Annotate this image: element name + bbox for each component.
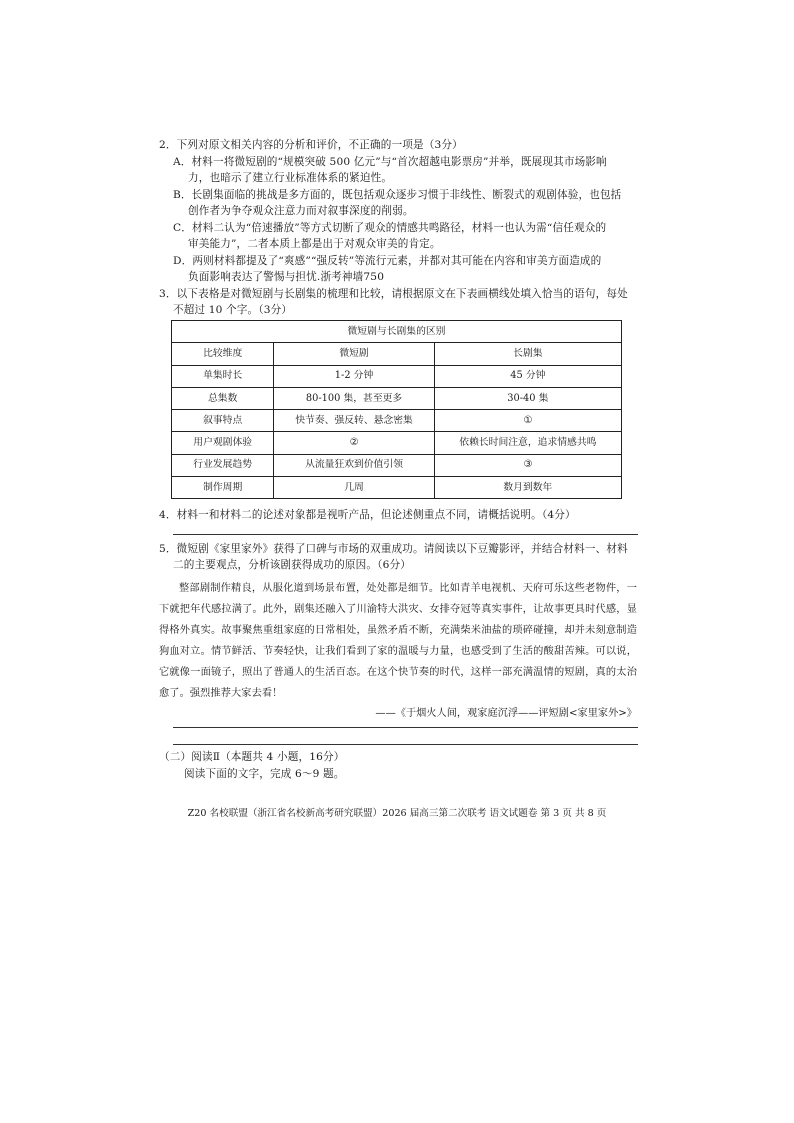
table-row	[172, 454, 622, 476]
table-row	[172, 410, 622, 432]
table-cell: 总集数	[172, 387, 274, 409]
table-title-row	[172, 321, 622, 343]
blank-1-cell[interactable]: ①	[434, 410, 621, 432]
table-cell: 依赖长时间注意，追求情感共鸣	[434, 432, 621, 454]
blank-2-cell[interactable]: ②	[274, 432, 434, 454]
table-cell: 叙事特点	[172, 410, 274, 432]
comparison-table	[171, 320, 622, 499]
table-cell: 从流量狂欢到价值引领	[274, 454, 434, 476]
q5-answer-line-1[interactable]	[173, 727, 638, 728]
review-signature: ——《于烟火人间，观家庭沉浮——评短剧<家里家外>》	[375, 708, 637, 719]
table-row	[172, 477, 622, 499]
q2-stem: 2．下列对原文相关内容的分析和评价，不正确的一项是（3分）	[159, 139, 463, 151]
review-text: 整部剧制作精良，从服化道到场景布置，处处都是细节。比如青羊电视机、天府可乐这些老物件，一下就把年代感拉满了。此外，剧集还融入了川渝特大洪灾、女排夺冠等真实事件，让故事更具时代感，显得格外真实。故事聚焦重组家庭的日常相处，虽然矛盾不断，充满柴米油盐的琐碎碰撞，却并未刻意制造狗血对立。情节鲜活、节奏轻快，让我们看到了家的温暖与力量，也感受到了生活的酸甜苦辣。可以说，它就像一面镜子，照出了普通人的生活百态。在这个快节奏的时代，这样一部充满温情的短剧，真的太治愈了。强烈推荐大家去看！	[159, 583, 637, 699]
q2-option-c-line1: C．材料二认为“倍速播放”等方式切断了观众的情感共鸣路径，材料一也认为需“信任观众的	[173, 222, 607, 234]
table-header-cell: 微短剧	[274, 343, 434, 365]
q4-stem: 4．材料一和材料二的论述对象都是视听产品，但论述侧重点不同，请概括说明。（4分）	[159, 509, 576, 521]
table-cell: 30-40 集	[434, 387, 621, 409]
q2-option-d-line2: 负面影响表达了警惕与担忧.浙考神墙750	[188, 271, 385, 283]
douban-review	[159, 578, 637, 728]
table-row	[172, 387, 622, 409]
section-2-title: （二）阅读Ⅱ（本题共 4 小题，16分）	[159, 751, 345, 763]
q4-answer-line[interactable]	[173, 534, 638, 535]
table-title: 微短剧与长剧集的区别	[172, 321, 622, 343]
q3-stem-line1: 3．以下表格是对微短剧与长剧集的梳理和比较，请根据原文在下表画横线处填入恰当的语句，每处	[159, 288, 628, 300]
page-footer: Z20 名校联盟（浙江省名校新高考研究联盟）2026 届高三第二次联考 语文试题卷 第 3 页 共 8 页	[187, 808, 607, 819]
table-cell: 快节奏、强反转、悬念密集	[274, 410, 434, 432]
table-cell: 用户观剧体验	[172, 432, 274, 454]
table-cell: 行业发展趋势	[172, 454, 274, 476]
q2-option-b-line2: 创作者为争夺观众注意力而对叙事深度的削弱。	[188, 205, 414, 217]
q5-stem-line1: 5．微短剧《家里家外》获得了口碑与市场的双重成功。请阅读以下豆瓣影评，并结合材料一、材料	[159, 543, 628, 555]
q2-option-d-line1: D．两则材料都提及了“爽感”“强反转”等流行元素，并都对其可能在内容和审美方面造成的	[173, 255, 602, 267]
table-cell: 数月到数年	[434, 477, 621, 499]
table-cell: 单集时长	[172, 365, 274, 387]
table-cell: 80-100 集，甚至更多	[274, 387, 434, 409]
table-header-cell: 长剧集	[434, 343, 621, 365]
table-header-cell: 比较维度	[172, 343, 274, 365]
q3-stem-line2: 不超过 10 个字。（3分）	[173, 304, 293, 316]
q5-stem-line2: 二的主要观点，分析该剧获得成功的原因。（6分）	[173, 559, 411, 571]
table-row	[172, 365, 622, 387]
table-cell: 1-2 分钟	[274, 365, 434, 387]
table-cell: 45 分钟	[434, 365, 621, 387]
table-cell: 制作周期	[172, 477, 274, 499]
q2-option-a-line1: A．材料一将微短剧的“规模突破 500 亿元”与“首次超越电影票房”并举，既展现其市场影响	[173, 156, 607, 168]
q5-answer-line-2[interactable]	[173, 744, 638, 745]
blank-3-cell[interactable]: ③	[434, 454, 621, 476]
table-cell: 几周	[274, 477, 434, 499]
q2-option-b-line1: B．长剧集面临的挑战是多方面的，既包括观众逐步习惯于非线性、断裂式的观剧体验，也包括	[173, 189, 622, 201]
q2-option-a-line2: 力，也暗示了建立行业标准体系的紧迫性。	[188, 172, 393, 184]
q2-option-c-line2: 审美能力”，二者本质上都是出于对观众审美的肯定。	[188, 238, 441, 250]
table-header-row	[172, 343, 622, 365]
section-2-instruction: 阅读下面的文字，完成 6～9 题。	[184, 768, 345, 780]
table-row	[172, 432, 622, 454]
